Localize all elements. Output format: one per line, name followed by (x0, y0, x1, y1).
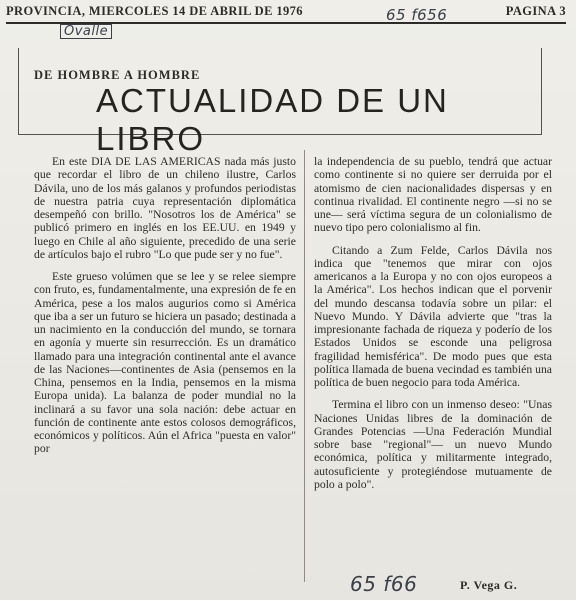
handwritten-archive-number-bottom: 65 f66 (350, 572, 418, 596)
paragraph: la independencia de su pueblo, tendrá que actuar como continente si no quiere ser derruida por el atomismo de cien nacionalidades dispersas y en continua rivalidad. El continente negro —si no se une— será víctima segura de un colonialismo de nuevo tipo pero colonialismo al fin. (314, 155, 552, 235)
author-signature: P. Vega G. (460, 578, 518, 592)
handwritten-location-note: Ovalle (60, 24, 112, 39)
article-title: ACTUALIDAD DE UN LIBRO (96, 82, 449, 157)
section-kicker: DE HOMBRE A HOMBRE (34, 68, 201, 82)
masthead-date: PROVINCIA, MIERCOLES 14 DE ABRIL DE 1976 (6, 4, 303, 18)
paragraph: Termina el libro con un inmenso deseo: "Unas Naciones Unidas libres de la dominación de Grandes Potencias —Una Federación Mundial sobre base "regional"— un nuevo Mundo económica, política y militarmente integrado, autosuficiente y protegiéndose mutuamente de polo a polo". (314, 398, 552, 491)
article-column-right (314, 155, 552, 500)
article-column-left (34, 155, 296, 465)
handwritten-archive-number: 65 f656 (386, 6, 448, 24)
paragraph: Este grueso volúmen que se lee y se relee siempre con fruto, es, fundamentalmente, una expresión de fe en América, pese a los malos augurios como si América que iba a ser un futuro se hiciera un pasado; destinada a un nacimiento en la conducción del mundo, se tornara en agonía y muerte sin resurrección. Es un dramático llamado para una integración continental ante el avance de las Naciones—continentes de Asia (pensemos en la China, pensemos en la India, pensemos en la misma Europa unida). La balanza de poder mundial no la inclinará a su favor una sola nación: debe actuar en función de continente ante estos colosos demográficos, económicos y políticos. Aún el Africa "puesta en valor" por (34, 270, 296, 456)
masthead (6, 4, 566, 22)
column-divider (304, 150, 305, 582)
paragraph: En este DIA DE LAS AMERICAS nada más justo que recordar el libro de un chileno ilustre, Carlos Dávila, uno de los más galanos y profundos periodistas de nuestra patria cuya representación diplomática desempeñó con brillo. "Nosotros los de América" se publicó primero en inglés en los EE.UU. en 1949 y luego en Chile al año siguiente, precedido de una serie de artículos bajo el rubro "Lo que pude ser y no fue". (34, 155, 296, 261)
masthead-page-label: PAGINA 3 (505, 4, 566, 18)
paragraph: Citando a Zum Felde, Carlos Dávila nos indica que "tenemos que mirar con ojos americanos a la Europa y no con ojos europeos a la América". Los hechos indican que el porvenir del mundo descansa todavía sobre un pilar: el Nuevo Mundo. Y Dávila advierte que "tras la impresionante fachada de riqueza y poderío de los Estados Unidos se esconde una peligrosa fragilidad hemisférica". De modo pues que esta política llamada de buena vecindad es también una política de buen negocio para toda América. (314, 243, 552, 389)
